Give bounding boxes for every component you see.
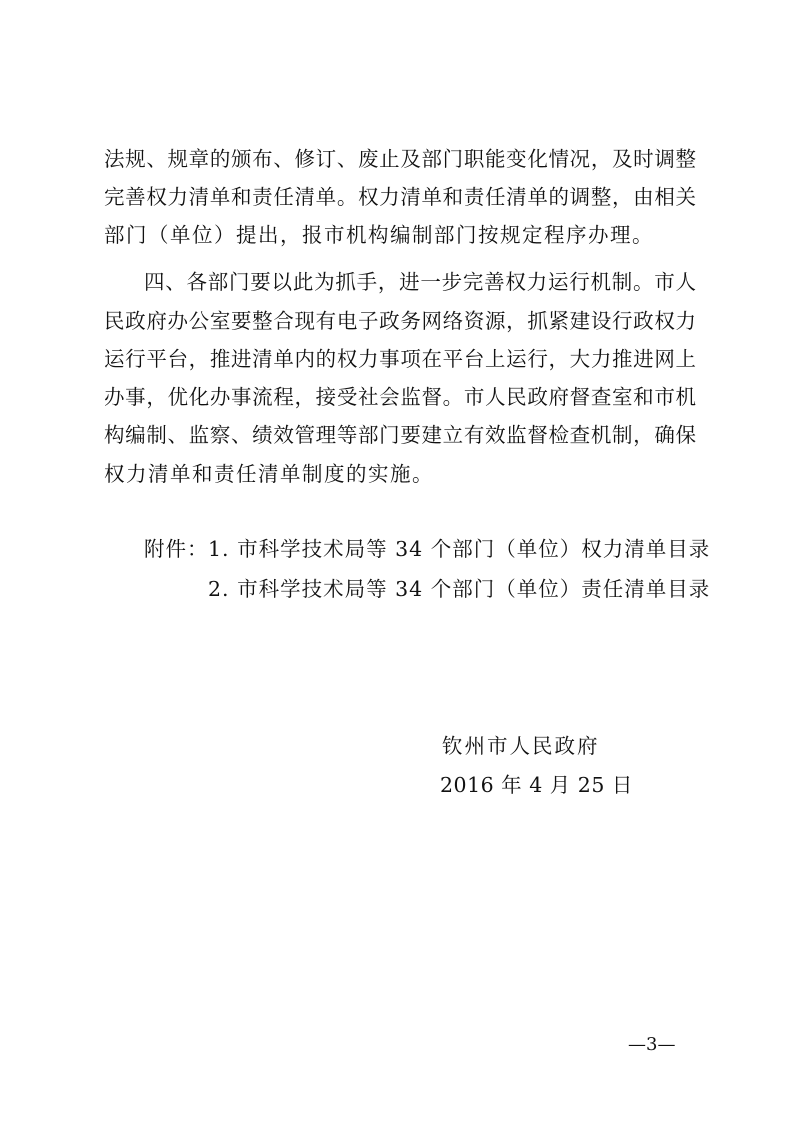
attachment-item: 2. 市科学技术局等 34 个部门（单位）责任清单目录 <box>208 577 711 601</box>
issuer-name: 钦州市人民政府 <box>442 734 600 758</box>
paragraph-line: 办事，优化办事流程，接受社会监督。市人民政府督查室和市机 <box>104 385 696 409</box>
paragraph-line: 运行平台，推进清单内的权力事项在平台上运行，大力推进网上 <box>104 347 696 371</box>
paragraph-line: 四、各部门要以此为抓手，进一步完善权力运行机制。市人 <box>144 270 696 294</box>
paragraph-line: 构编制、监察、绩效管理等部门要建立有效监督检查机制，确保 <box>104 423 696 447</box>
attachment-item: 1. 市科学技术局等 34 个部门（单位）权力清单目录 <box>208 537 711 561</box>
paragraph-line: 民政府办公室要整合现有电子政务网络资源，抓紧建设行政权力 <box>104 309 696 333</box>
attachments-prefix: 附件： <box>144 537 209 561</box>
paragraph-line: 权力清单和责任清单制度的实施。 <box>104 462 434 486</box>
paragraph-line: 部门（单位）提出，报市机构编制部门按规定程序办理。 <box>104 223 654 247</box>
page-number: —3— <box>628 1034 676 1055</box>
paragraph-line: 法规、规章的颁布、修订、废止及部门职能变化情况，及时调整 <box>104 147 696 171</box>
paragraph-line: 完善权力清单和责任清单。权力清单和责任清单的调整，由相关 <box>104 185 696 209</box>
issue-date: 2016 年 4 月 25 日 <box>440 773 633 797</box>
